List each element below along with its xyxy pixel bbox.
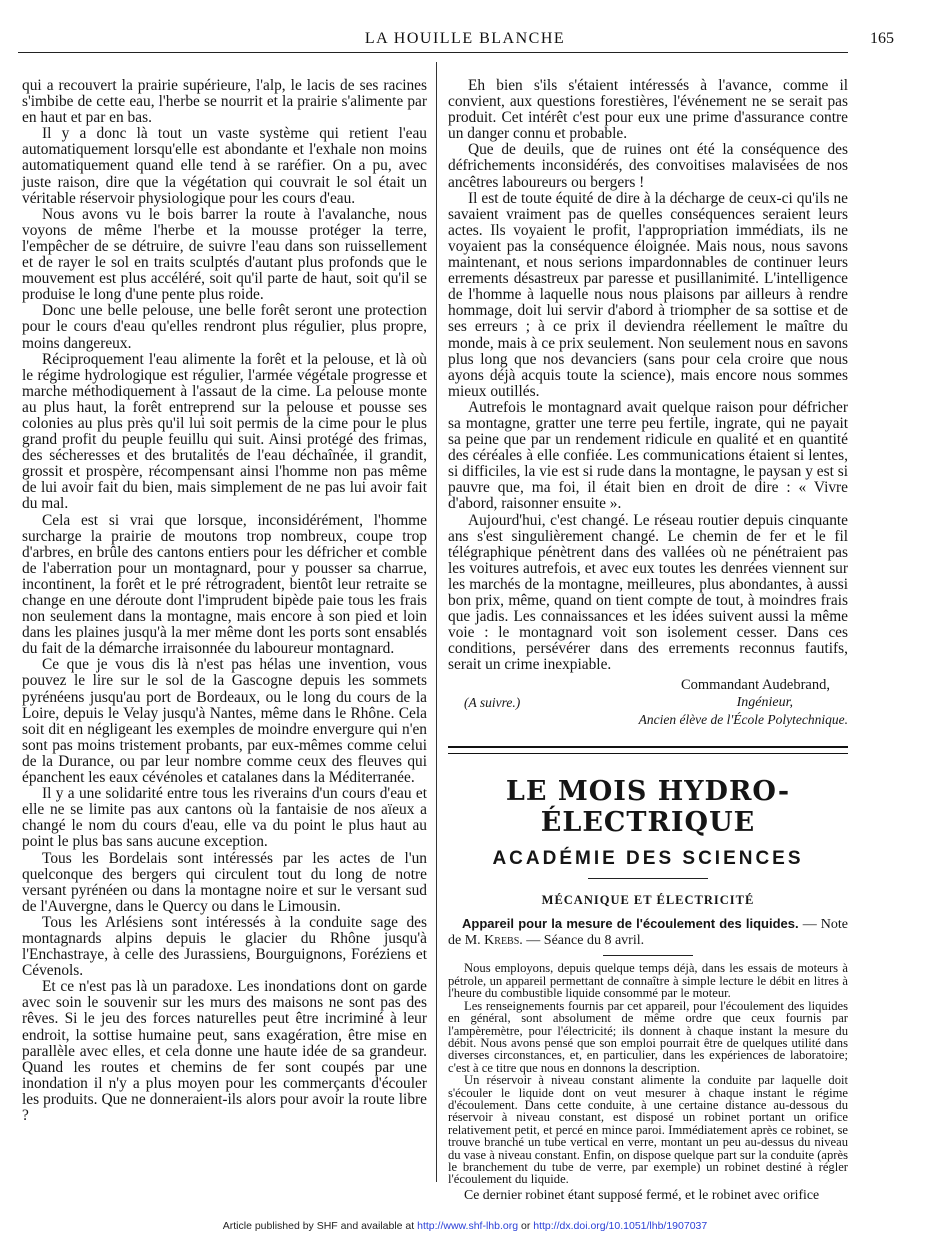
paragraph: Et ce n'est pas là un paradoxe. Les inondations dont on garde avec soin le souvenir sur les murs des maisons ne sont pas des rêves. Si le jeu des forces naturelles peut être incriminé à leur endroit, la sottise humaine peut, sans exagération, être mise en parallèle avec elles, et cela donne une haute idée de sa grandeur. Quand les routes et chemins de fer sont coupés par une inondation il n'y a plus moyen pour les commerçants d'écouler les produits. Que ne donneraient-ils alors pour avoir la route libre ? [22, 978, 427, 1124]
article-title: Appareil pour la mesure de l'écoulement des liquides. [462, 916, 799, 932]
article-paragraph: Nous employons, depuis quelque temps déjà, dans les essais de moteurs à pétrole, un appareil permettant de connaître à simple lecture le débit en litres à l'heure du combustible liquide consommé par le moteur. [448, 961, 848, 1001]
paragraph: Aujourd'hui, c'est changé. Le réseau routier depuis cinquante ans s'est singulièrement changé. Le chemin de fer et le fil télégraphique pénètrent dans des vallées où ne pénétraient pas les voitures autrefois, et avec eux toutes les denrées viennent sur les marchés de la montagne, meilleures, plus abondantes, à aussi bon prix, même, quand on tient compte de tout, à moindres frais que jadis. Les connaissances et les idées suivent aussi la même voie : le montagnard voit son isolement cesser. Dans ces conditions, persévérer dans des errements reconnus fautifs, serait un crime inexpiable. [448, 511, 848, 674]
paragraph: Il y a donc là tout un vaste système qui retient l'eau automatiquement lorsqu'elle est abondante et l'exhale non moins automatiquement quand elle tend à se raréfier. On a pu, avec juste raison, dire que la végétation qui couvrait le sol était un véritable réservoir physiologique pour les cours d'eau. [22, 125, 427, 207]
left-column [22, 78, 427, 1124]
journal-title: LA HOUILLE BLANCHE [364, 30, 566, 47]
subheading: MÉCANIQUE ET ÉLECTRICITÉ [541, 893, 755, 908]
paragraph: Il est de toute équité de dire à la décharge de ceux-ci qu'ils ne savaient vraiment pas de quelles conséquences seraient leurs actes. Ils voyaient le profit, l'appropriation immédiats, ils ne voyaient pas la conséquence éloignée. Mais nous, nous savons maintenant, et nous serions impardonnables de continuer leurs errements désastreux par paresse et pusillanimité. L'intelligence de l'homme à laquelle nous nous plaisons par ailleurs à rendre hommage, doit lui servir d'abord à triompher de sa sottise et de ses erreurs ; à ce prix il deviendra réellement le maître du monde, mais à ce prix seulement. Non seulement nous en savons plus long que nos devanciers (sans pour cela croire que nous ayons déjà acquis toute la science), mais encore nous sommes mieux outillés. [448, 189, 848, 400]
article-paragraph: Un réservoir à niveau constant alimente la conduite par laquelle doit s'écouler le liquide dont on veut mesurer à chaque instant le régime d'écoulement. Dans cette conduite, à une certaine distance au-dessous du réservoir à niveau constant, est disposé un robinet portant un orifice relativement petit, et percé en mince paroi. Immédiatement après ce robinet, se trouve branché un tube vertical en verre, montant un peu au-dessus du niveau du vase à niveau constant. Enfin, on dispose quelque part sur la conduite (après le branchement du tube de verre, par exemple) un robinet destiné à régler l'écoulement du liquide. [448, 1073, 848, 1187]
header-rule [18, 52, 848, 53]
signature-school: Ancien élève de l'École Polytechnique. [638, 712, 848, 728]
article-heading [448, 916, 848, 949]
running-head [18, 30, 912, 52]
section-masthead: LE MOIS HYDRO-ÉLECTRIQUE [505, 776, 791, 839]
paragraph: Nous avons vu le bois barrer la route à l'avalanche, nous voyons de même l'herbe et la mousse protéger la terre, l'empêcher de se détruire, de suivre l'eau dans son ruissellement et de rayer le sol en traits sculptés d'autant plus profonds que le mouvement est plus accéléré, soit qu'il parte de haut, soit qu'il se produise le long d'une pente plus roide. [22, 205, 427, 304]
paragraph: Tous les Bordelais sont intéressés par les actes de l'un quelconque des bergers qui circulent tout du long de notre versant pyrénéen ou dans la montagne noire et sur le versant sud de l'Auvergne, dans le Quercy ou dans le Limousin. [22, 849, 427, 915]
academie-heading: ACADÉMIE DES SCIENCES [492, 848, 804, 870]
footer-link-shf[interactable]: http://www.shf-lhb.org [417, 1220, 519, 1232]
column-divider [436, 62, 437, 1182]
paragraph: Ce que je vous dis là n'est pas hélas une invention, vous pouvez le lire sur le sol de la Gascogne depuis les sommets pyrénéens jusqu'au port de Bordeaux, ou le long du cours de la Loire, depuis le Velay jusqu'à Nantes, même dans le Rhône. Cela soit dit en négligeant les exemples de moindre envergure qui n'en sont pas moins tristement probants, par eux-mêmes comme celui de la Durance, ou par leur nombre comme ceux des fleuves qui épanchent les eaux cévénoles et catalanes dans la Méditerranée. [22, 656, 427, 787]
paragraph: qui a recouvert la prairie supérieure, l'alp, le lacis de ses racines s'imbibe de cette eau, l'herbe se nourrit et la prairie s'alimente par en haut et par en bas. [22, 77, 427, 127]
article-last-line: Ce dernier robinet étant supposé fermé, et le robinet avec orifice [464, 1186, 820, 1202]
article-meta-prefix: — Note de M. [448, 917, 849, 949]
signature-block [448, 677, 848, 728]
footer-citation [0, 1220, 930, 1232]
article-paragraph: Les renseignements fournis par cet appareil, pour l'écoulement des liquides en général, sont absolument de même ordre que ceux fournis par l'ampèremètre, pour l'électricité; ils donnent à chaque instant la mesure du débit. Nous avons pensé que son emploi pourrait être de quelques utilité dans diverses circonstances, et, en particulier, dans les expériences de laboratoire; c'est à ce titre que nous en donnons la description. [448, 998, 848, 1075]
article-author: Krebs [484, 933, 520, 949]
footer-link-doi[interactable]: http://dx.doi.org/10.1051/lhb/1907037 [533, 1220, 708, 1232]
signature-author: Commandant Audebrand, [680, 677, 830, 694]
paragraph: Que de deuils, que de ruines ont été la conséquence des défrichements inconsidérés, des convoitises malavisées de nos ancêtres laboureurs ou bergers ! [448, 141, 848, 191]
footer-middle: or [518, 1220, 534, 1232]
paragraph: Autrefois le montagnard avait quelque raison pour défricher sa montagne, gratter une terre peu fertile, ingrate, qui ne payait sa peine que par un rendement ridicule en qualité et en quantité des céréales à elle confiée. Les communications étaient si lentes, si difficiles, la vie est si rude dans la montagne, le paysan y est si pauvre que, ma foi, il était bien en droit de dire : « Vivre d'abord, raisonner ensuite ». [448, 398, 848, 513]
paragraph: Réciproquement l'eau alimente la forêt et la pelouse, et là où le régime hydrologique est régulier, l'armée végétale progresse et marche méthodiquement à l'assaut de la cime. La pelouse monte au plus haut, la forêt entreprend sur la pelouse et pousse ses colonies au plus près qu'il lui soit permis de la cime pour le plus grand profit du peuple feuillu qui suit. Ainsi protégé des frimas, des sécheresses et des brutalités de l'eau déchaînée, il grandit, grossit et prospère, récompensant ainsi l'homme non pas même de lui avoir fait du bien, mais simplement de ne pas lui avoir fait du mal. [22, 350, 427, 513]
footer-prefix: Article published by SHF and available at [222, 1220, 418, 1232]
to-be-continued: (A suivre.) [464, 695, 521, 711]
heading-rule [588, 878, 708, 879]
section-double-rule [448, 746, 848, 754]
article-meta-suffix: . — Séance du 8 avril. [519, 933, 645, 949]
paragraph: Tous les Arlésiens sont intéressés à la conduite sage des montagnards alpins depuis le glacier du Rhône jusqu'à l'Enchastraye, à celle des Jurassiens, Bourguignons, Foréziens et Cévenols. [22, 913, 427, 980]
signature-title: Ingénieur, [736, 695, 793, 711]
paragraph: Eh bien s'ils s'étaient intéressés à l'avance, comme il convient, aux questions forestières, l'événement ne se serait pas produit. Cet intérêt c'est pour eux une prime d'assurance contre un danger connu et probable. [448, 77, 848, 143]
right-column [448, 78, 848, 1202]
paragraph: Cela est si vrai que lorsque, inconsidérément, l'homme surcharge la prairie de moutons trop nombreux, coupe trop d'arbres, en brûle des cantons entiers pour les défricher et comble de l'aberration pour un montagnard, pour y pousser sa charrue, incontinent, la forêt et le pré rétrogradent, bientôt leur retraite se change en une déroute dont l'imprudent bipède paie tous les frais non seulement dans la montagne, mais encore à son pied et loin dans les plaines jusqu'à la mer même dont les ports sont ensablés du fait de la démarche irraisonnée du laboureur montagnard. [22, 511, 427, 658]
page-number: 165 [870, 30, 894, 47]
paragraph: Il y a une solidarité entre tous les riverains d'un cours d'eau et elle ne se limite pas aux cantons où la fantaisie de nos aïeux a changé le nom du cours d'eau, elle va du point le plus haut au point le plus bas sans aucune exception. [22, 785, 427, 851]
paragraph: Donc une belle pelouse, une belle forêt seront une protection pour le cours d'eau qu'elles rendront plus régulier, plus propre, moins dangereux. [22, 302, 427, 352]
article-rule [603, 955, 693, 956]
